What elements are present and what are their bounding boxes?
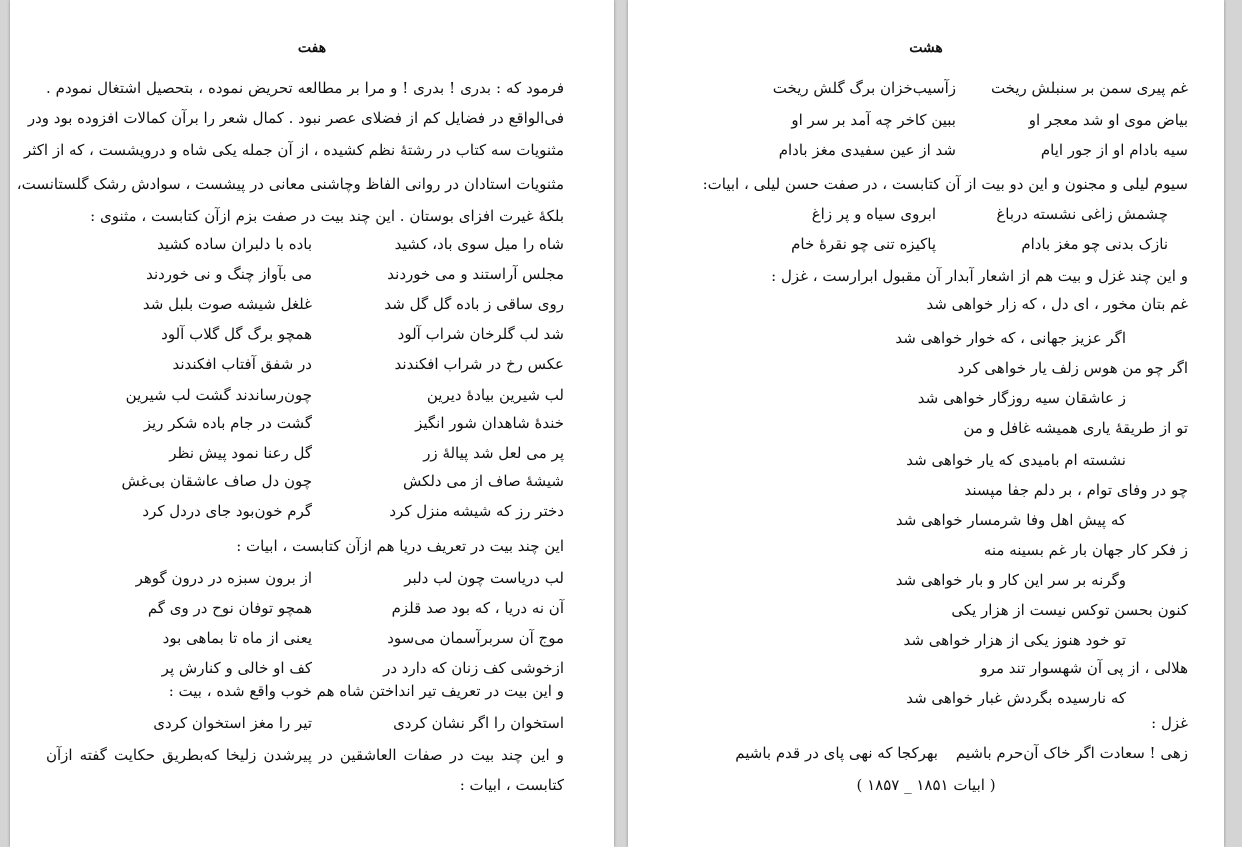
prose-line: بلکهٔ غیرت افزای بوستان . این چند بیت در صفت بزم ازآن کتابست ، مثنوی : (90, 207, 564, 225)
hemistich: تیر را مغز استخوان کردی (153, 714, 312, 732)
hemistich: چون‌رساندند گشت لب شیرین (125, 386, 312, 404)
hemistich: شیشهٔ صاف از می دلکش (402, 472, 564, 490)
hemistich: پاکیزه تنی چو نقرهٔ خام (791, 235, 936, 253)
hemistich: لب دریاست چون لب دلبر (404, 569, 564, 587)
hemistich: استخوان را اگر نشان کردی (393, 714, 564, 732)
prose-line: سیوم لیلی و مجنون و این دو بیت از آن کتابست ، در صفت حسن لیلی ، ابیات: (702, 175, 1188, 193)
ghazal-line: که نارسیده بگردش غبار خواهی شد (906, 689, 1126, 707)
prose-line: و این چند بیت در صفات العاشقین در پیرشدن زلیخا که‌بطریق حکایت گفته ازآن (46, 746, 564, 764)
verse-row (94, 628, 564, 650)
hemistich: چشمش زاغی نشسته درباغ (996, 205, 1168, 223)
hemistich: همچو توفان نوح در وی گم (147, 599, 312, 617)
hemistich: موج آن سربرآسمان می‌سود (387, 629, 564, 647)
hemistich: از برون سبزه در درون گوهر (135, 569, 312, 587)
footnote: ( ابیات ۱۸۵۱ _ ۱۸۵۷ ) (856, 776, 996, 794)
verse-row (94, 324, 564, 346)
prose-line: این چند بیت در تعریف دریا هم ازآن کتابست ، ابیات : (236, 537, 564, 555)
verse-row (94, 501, 564, 523)
hemistich: شد لب گلرخان شراب آلود (397, 325, 564, 343)
hemistich: گشت در جام باده شکر ریز (143, 414, 312, 432)
prose-line: و این چند غزل و بیت هم از اشعار آبدار آن مقبول ابرارست ، غزل : (771, 267, 1188, 285)
page-title: هشت (909, 40, 943, 56)
hemistich: ببین کاخر چه آمد بر سر او (791, 111, 956, 129)
verse-row (688, 110, 1188, 132)
ghazal-line: تو از طریقهٔ یاری همیشه غافل و من (963, 419, 1188, 437)
hemistich: یعنی از ماه تا بماهی بود (162, 629, 312, 647)
verse-row (94, 713, 564, 735)
hemistich: عکس رخ در شراب افکندند (394, 355, 564, 373)
verse-row (94, 471, 564, 493)
hemistich: زآسیب‌خزان برگ گلش ریخت (772, 79, 956, 97)
ghazal-line: هلالی ، از پی آن شهسوار تند مرو (980, 659, 1188, 677)
verse-row (94, 443, 564, 465)
hemistich: زهی ! سعادت اگر خاک آن‌حرم باشیم (955, 744, 1188, 762)
hemistich: روی ساقی ز باده گل گل شد (384, 295, 564, 313)
hemistich: گرم خون‌بود جای دردل کرد (142, 502, 312, 520)
hemistich: نازک بدنی چو مغز بادام (1021, 235, 1168, 253)
hemistich: آن نه دریا ، که بود صد قلزم (391, 599, 564, 617)
hemistich: غلغل شیشه صوت بلبل شد (142, 295, 312, 313)
hemistich: سیه بادام او از جور ایام (1040, 141, 1188, 159)
verse-row (94, 568, 564, 590)
prose-line: مثنویات استادان در روانی الفاظ وچاشنی معانی در پیشست ، سوادش رشک گلستانست، (16, 175, 564, 193)
verse-row (94, 354, 564, 376)
prose-line: غم بتان مخور ، ای دل ، که زار خواهی شد (926, 295, 1188, 313)
verse-row (94, 234, 564, 256)
ghazal-line: اگر عزیز جهانی ، که خوار خواهی شد (895, 329, 1126, 347)
hemistich: باده با دلبران ساده کشید (157, 235, 312, 253)
hemistich: خندهٔ شاهدان شور انگیز (415, 414, 564, 432)
verse-row (94, 658, 564, 680)
prose-line: مثنویات سه کتاب در رشتهٔ نظم کشیده ، از آن جمله یکی شاه و درویشست ، که از اکثر (23, 141, 564, 159)
ghazal-line: نشسته ام بامیدی که یار خواهی شد (906, 451, 1126, 469)
hemistich: شد از عین سفیدی مغز بادام (778, 141, 956, 159)
ghazal-line: چو در وفای توام ، بر دلم جفا مپسند (964, 481, 1188, 499)
hemistich: گل رعنا نمود پیش نظر (169, 444, 312, 462)
hemistich: غم پیری سمن بر سنبلش ریخت (990, 79, 1188, 97)
hemistich: می بآواز چنگ و نی خوردند (146, 265, 312, 283)
verse-row (668, 743, 1188, 765)
right-page (628, 0, 1224, 847)
verse-row (688, 78, 1188, 100)
hemistich: بهرکجا که نهی پای در قدم باشیم (735, 744, 938, 762)
verse-row (94, 264, 564, 286)
prose-line: کتابست ، ابیات : (459, 776, 564, 794)
ghazal-line: ز فکر کار جهان بار غم بسینه منه (983, 541, 1188, 559)
hemistich: در شفق آفتاب افکندند (172, 355, 312, 373)
verse-row (688, 204, 1168, 226)
hemistich: لب شیرین بیادهٔ دیرین (426, 386, 564, 404)
ghazal-line: تو خود هنوز یکی از هزار خواهی شد (903, 631, 1126, 649)
prose-line: و این بیت در تعریف تیر انداختن شاه هم خوب واقع شده ، بیت : (168, 682, 564, 700)
verse-row (688, 234, 1168, 256)
ghazal-line: ز عاشقان سیه روزگار خواهی شد (917, 389, 1126, 407)
hemistich: شاه را میل سوی باد، کشید (394, 235, 564, 253)
verse-row (94, 598, 564, 620)
hemistich: ابروی سیاه و پر زاغ (811, 205, 936, 223)
verse-row (94, 413, 564, 435)
left-page (10, 0, 614, 847)
ghazal-line: کنون بحسن توکس نیست از هزار یکی (951, 601, 1188, 619)
verse-row (94, 385, 564, 407)
hemistich: همچو برگ گل گلاب آلود (161, 325, 312, 343)
hemistich: کف او خالی و کنارش پر (161, 659, 312, 677)
ghazal-line: که پیش اهل وفا شرمسار خواهی شد (895, 511, 1126, 529)
ghazal-line: اگر چو من هوس زلف یار خواهی کرد (957, 359, 1188, 377)
prose-line: فرمود که : بدری ! بدری ! و مرا بر مطالعه تحریض نموده ، بتحصیل اشتغال نمودم . (46, 79, 564, 97)
hemistich: پر می لعل شد پیالهٔ زر (423, 444, 564, 462)
prose-line: فی‌الواقع در فضایل کم از فضلای عصر نبود . کمال شعر را برآن کمالات افزوده بود ودر (27, 109, 564, 127)
hemistich: ازخوشی کف زنان که دارد در (383, 659, 564, 677)
hemistich: چون دل صاف عاشقان بی‌غش (121, 472, 312, 490)
hemistich: دختر رز که شیشه منزل کرد (389, 502, 564, 520)
page-title: هفت (297, 40, 327, 56)
hemistich: مجلس آراستند و می خوردند (387, 265, 564, 283)
ghazal-label: غزل : (1151, 714, 1188, 732)
verse-row (688, 140, 1188, 162)
verse-row (94, 294, 564, 316)
hemistich: بیاض موی او شد معجر او (1028, 111, 1188, 129)
ghazal-line: وگرنه بر سر این کار و بار خواهی شد (895, 571, 1126, 589)
